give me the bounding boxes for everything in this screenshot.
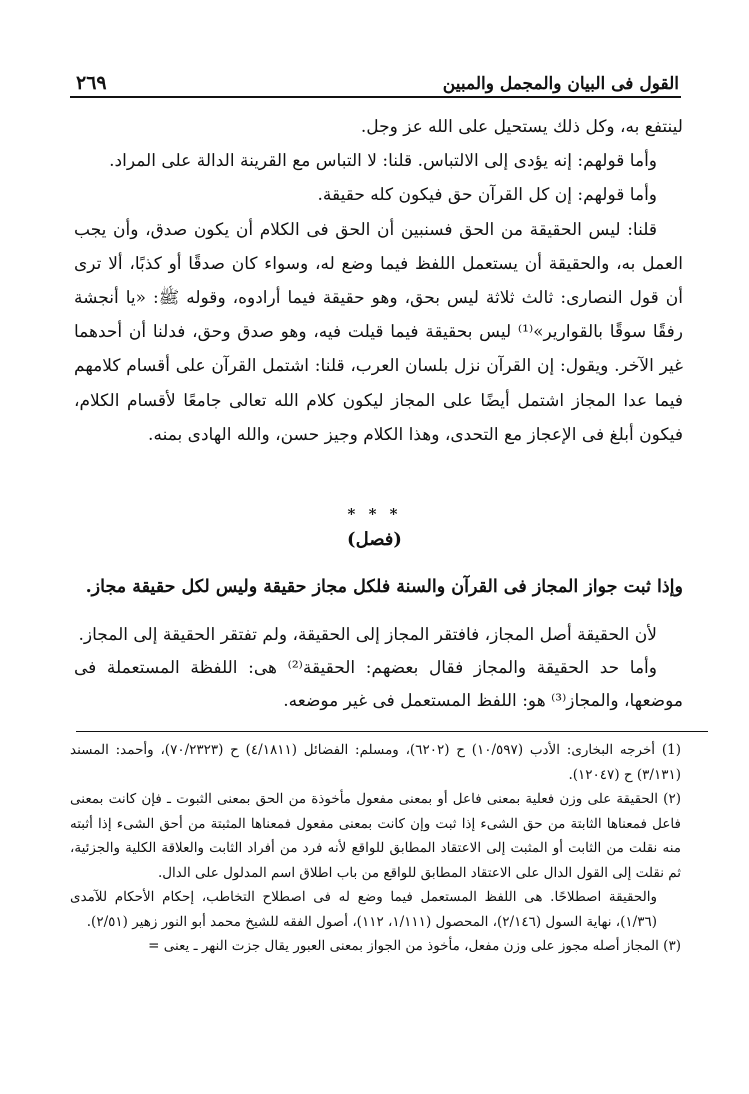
footnote-label: (1) <box>661 742 681 758</box>
main-text <box>74 110 683 452</box>
footnote-1 <box>70 738 681 787</box>
section-separator: * * * <box>347 505 402 523</box>
footnote-2 <box>70 787 681 885</box>
paragraph: وأما قولهم: إنه يؤدى إلى الالتباس. قلنا: لا التباس مع القرينة الدالة على المراد. <box>109 151 657 172</box>
paragraph: وأما قولهم: إن كل القرآن حق فيكون كله حقيقة. <box>317 185 657 206</box>
section-title: (فصل) <box>347 529 402 550</box>
footnote-2-continued: والحقيقة اصطلاحًا. هى اللفظ المستعمل فيما وضع له فى اصطلاح التخاطب، إحكام الأحكام للآمدى (١/٣٦)، نهاية السول (٢/١٤٦)، المحصول (١/١١١، ١١٢)، أصول الفقه للشيخ محمد أبو النور زهير (٢/٥١). <box>70 889 657 930</box>
paragraph: قلنا: ليس الحقيقة من الحق فسنبين أن الحق فى الكلام أن يكون صدق، وأن يجب العمل به، والحقيقة أن يستعمل اللفظ فيما وضع له، وسواء كان صدقًا أو كذبًا، ألا ترى أن قول النصارى: ثالث ثلاثة ليس بحق، وهو حقيقة فيما أرادوه، وقوله ﷺ: «يا أنجشة رفقًا سوقًا بالقوارير»⁽¹⁾ ليس بحقيقة فيما قيلت فيه، وهو صدق وحق، فدلنا أن أحدهما غير الآخر. ويقول: إن القرآن نزل بلسان العرب، قلنا: اشتمل القرآن على أقسام كلامهم فيما عدا المجاز اشتمل أيضًا على المجاز ليكون كلام الله تعالى جامعًا لأقسام الكلام، فيكون أبلغ فى الإعجاز مع التحدى، وهذا الكلام وجيز حسن، والله الهادى بمنه. <box>74 219 683 445</box>
section-heading: وإذا ثبت جواز المجاز فى القرآن والسنة فلكل مجاز حقيقة وليس لكل حقيقة مجاز. <box>85 577 683 597</box>
footnote-text: أخرجه البخارى: الأدب (١٠/٥٩٧) ح (٦٢٠٢)، ومسلم: الفضائل (٤/١٨١١) ح (٧٠/٢٣٢٣)، وأحمد: المسند (٣/١٣١) ح (١٢٠٤٧). <box>70 742 681 783</box>
footnote-label: (٢) <box>663 791 681 807</box>
page-header <box>76 64 679 94</box>
section-text <box>74 619 683 718</box>
paragraph: لأن الحقيقة أصل المجاز، فافتقر المجاز إلى الحقيقة، ولم تفتقر الحقيقة إلى المجاز. <box>78 625 657 645</box>
footnote-text: المجاز أصله مجوز على وزن مفعل، مأخوذ من الجواز بمعنى العبور يقال جزت النهر ـ يعنى = <box>148 938 659 954</box>
footnotes <box>70 738 681 959</box>
paragraph: لينتفع به، وكل ذلك يستحيل على الله عز وجل. <box>360 117 683 137</box>
footnote-text: الحقيقة على وزن فعلية بمعنى فاعل أو بمعنى مفعول مأخوذة من الحق بمعنى الثبوت ـ فإن كانت بمعنى فاعل فمعناها الثابتة من حق الشىء إذا ثبت وإن كانت بمعنى مفعول فمعناها المثبتة من أحق الشىء إذا أثبته منه نقلت من الثابت أو المثبت إلى الاعتقاد المطابق للواقع لأنه فرد من أفراد الثابت والعلاقة الكلية والجزئية، ثم نقلت إلى القول الدال على الاعتقاد المطابق للواقع من باب اطلاق اسم المدلول على الدال. <box>70 791 681 881</box>
footnote-label: (٣) <box>663 938 681 954</box>
footnote-3 <box>70 934 681 959</box>
header-rule <box>70 96 681 98</box>
paragraph: وأما حد الحقيقة والمجاز فقال بعضهم: الحقيقة⁽²⁾ هى: اللفظة المستعملة فى موضعها، والمجاز⁽³⁾ هو: اللفظ المستعمل فى غير موضعه. <box>74 658 683 711</box>
footnote-rule <box>76 731 708 732</box>
running-title: القول فى البيان والمجمل والمبين <box>442 74 679 94</box>
page-number: ٢٦٩ <box>76 72 107 94</box>
